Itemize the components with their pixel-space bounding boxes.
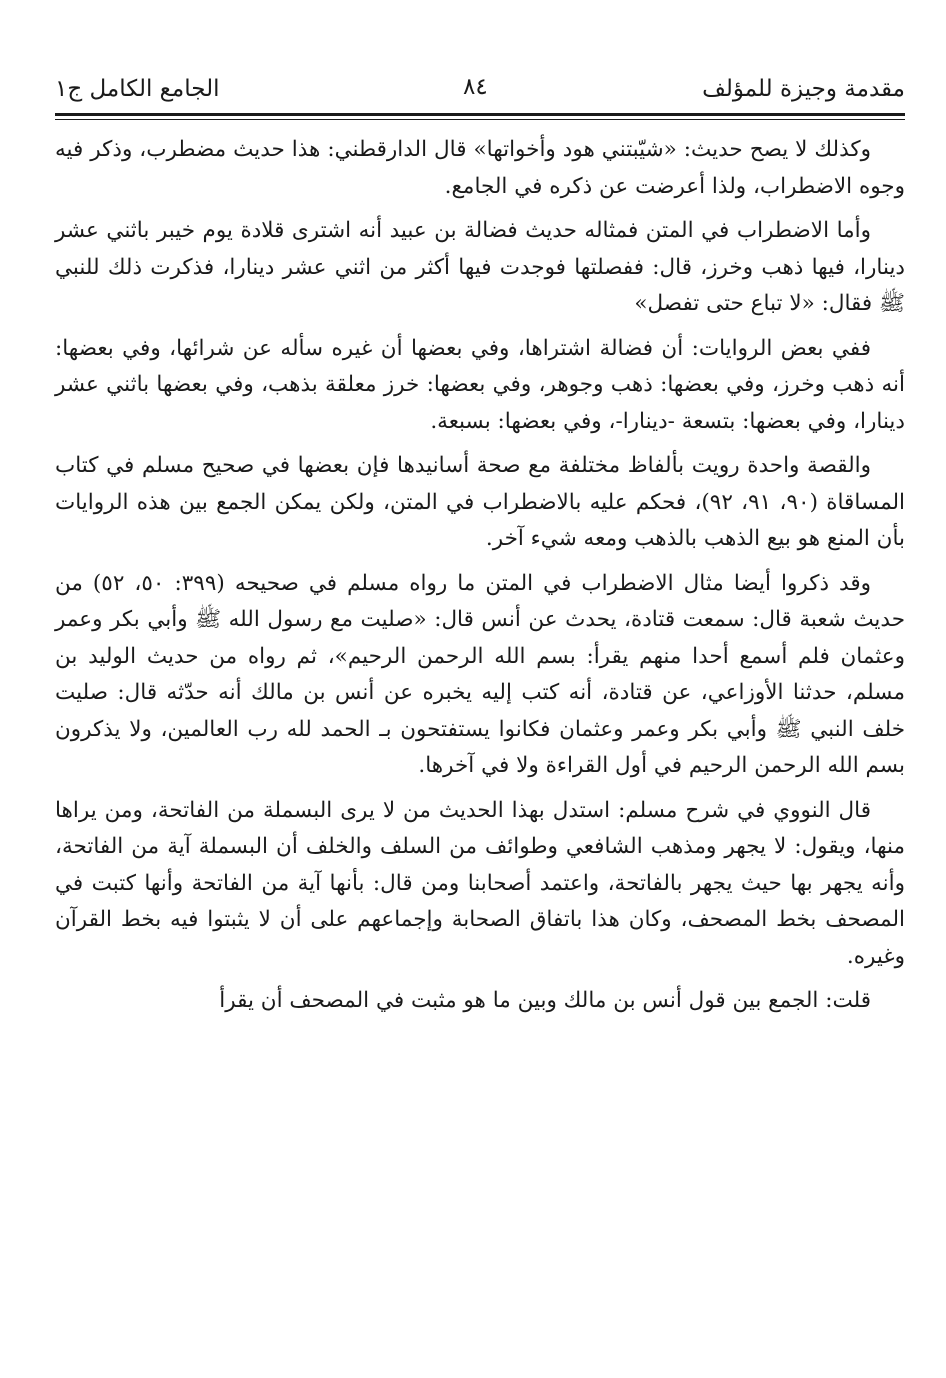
- header-rule-thin: [55, 119, 905, 120]
- book-title: الجامع الكامل ج١: [55, 76, 220, 102]
- page-body: [55, 132, 905, 1028]
- header-rule-thick: [55, 113, 905, 116]
- paragraph: وأما الاضطراب في المتن فمثاله حديث فضالة بن عبيد أنه اشترى قلادة يوم خيبر باثني عشر دينارا، فيها ذهب وخرز، قال: ففصلتها فوجدت فيها أكثر من اثني عشر دينارا، فذكرت ذلك للنبي ﷺ فقال: «لا تباع حتى تفصل»: [55, 218, 905, 316]
- paragraph: وقد ذكروا أيضا مثال الاضطراب في المتن ما رواه مسلم في صحيحه (٣٩٩: ٥٠، ٥٢) من حديث شعبة قال: سمعت قتادة، يحدث عن أنس قال: «صليت مع رسول الله ﷺ وأبي بكر وعمر وعثمان فلم أسمع أحدا منهم يقرأ: بسم الله الرحمن الرحيم»، ثم رواه من حديث الوليد بن مسلم، حدثنا الأوزاعي، عن قتادة، أنه كتب إليه يخبره عن أنس بن مالك أنه حدّثه قال: صليت خلف النبي ﷺ وأبي بكر وعمر وعثمان فكانوا يستفتحون بـ الحمد لله رب العالمين، ولا يذكرون بسم الله الرحمن الرحيم في أول القراءة ولا في آخرها.: [55, 570, 905, 778]
- paragraph: ففي بعض الروايات: أن فضالة اشتراها، وفي بعضها أن غيره سأله عن شرائها، وفي بعضها: أنه ذهب وخرز، وفي بعضها: ذهب وجوهر، وفي بعضها: خرز معلقة بذهب، وفي بعضها باثني عشر دينارا، وفي بعضها: بتسعة -دينارا-، وفي بعضها: بسبعة.: [55, 335, 905, 434]
- page-number: ٨٤: [463, 74, 488, 100]
- paragraph: قال النووي في شرح مسلم: استدل بهذا الحديث من لا يرى البسملة من الفاتحة، ومن يراها منها، ويقول: لا يجهر ومذهب الشافعي وطوائف من السلف والخلف أن البسملة آية من الفاتحة، وأنه يجهر بها حيث يجهر بالفاتحة، واعتمد أصحابنا ومن قال: بأنها آية من الفاتحة وأنها كتبت في المصحف بخط المصحف، وكان هذا باتفاق الصحابة وإجماعهم على أن لا يثبتوا فيه بخط القرآن وغيره.: [55, 797, 905, 969]
- section-title: مقدمة وجيزة للمؤلف: [702, 76, 905, 102]
- page-header: [55, 70, 905, 110]
- paragraph: والقصة واحدة رويت بألفاظ مختلفة مع صحة أسانيدها فإن بعضها في صحيح مسلم في كتاب المساقاة (٩٠، ٩١، ٩٢)، فحكم عليه بالاضطراب في المتن، ولكن يمكن الجمع بين هذه الروايات بأن المنع هو بيع الذهب بالذهب ومعه شيء آخر.: [55, 453, 906, 551]
- paragraph: قلت: الجمع بين قول أنس بن مالك وبين ما هو مثبت في المصحف أن يقرأ: [219, 988, 871, 1013]
- paragraph: وكذلك لا يصح حديث: «شيّبتني هود وأخواتها» قال الدارقطني: هذا حديث مضطرب، وذكر فيه وجوه الاضطراب، ولذا أعرضت عن ذكره في الجامع.: [55, 137, 905, 199]
